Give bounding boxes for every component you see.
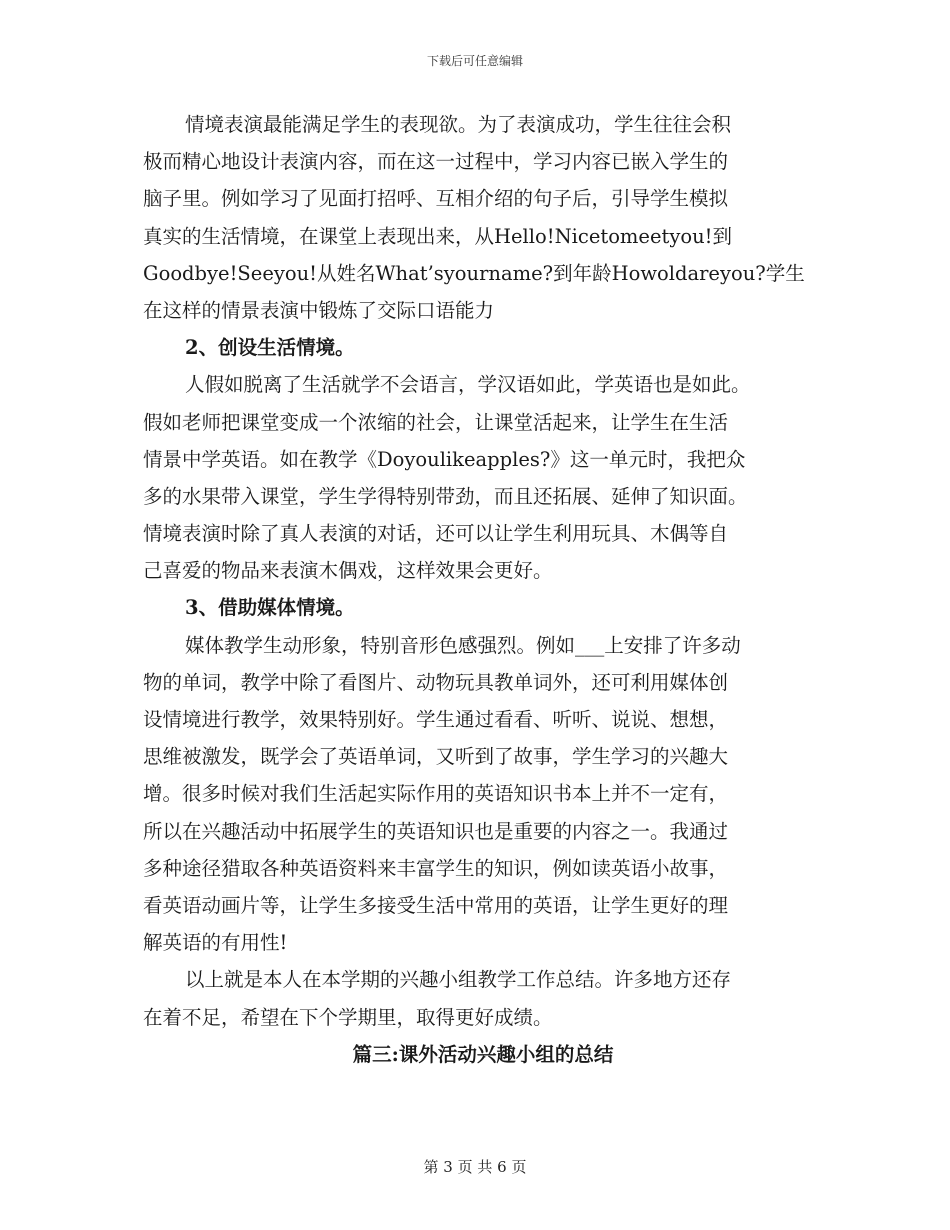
paragraph-line: 脑子里。例如学习了见面打招呼、互相介绍的句子后，引导学生模拟 [143,187,729,211]
paragraph-line: 情境表演最能满足学生的表现欲。为了表演成功，学生往往会积 [185,113,732,136]
paragraph-line: 以上就是本人在本学期的兴趣小组教学工作总结。许多地方还存 [185,968,732,992]
page-header: 下载后可任意编辑 [426,54,523,68]
paragraph-line: 思维被激发，既学会了英语单词，又听到了故事，学生学习的兴趣大 [143,745,729,769]
paragraph-line: 所以在兴趣活动中拓展学生的英语知识也是重要的内容之一。我通过 [143,819,729,843]
paragraph-line: Goodbye!Seeyou!从姓名What’syourname?到年龄Howoldareyou?学生 [143,261,805,285]
section-heading-2: 2、创设生活情境。 [185,336,355,360]
section-title: 篇三:课外活动兴趣小组的总结 [352,1042,614,1066]
section-heading-3: 3、借助媒体情境。 [185,596,355,620]
document-body [143,106,823,1073]
paragraph-line: 在着不足，希望在下个学期里，取得更好成绩。 [143,1005,553,1029]
paragraph-line: 真实的生活情境，在课堂上表现出来，从Hello!Nicetomeetyou!到 [143,224,732,248]
paragraph-line: 情境表演时除了真人表演的对话，还可以让学生利用玩具、木偶等自 [143,522,729,546]
paragraph-line: 情景中学英语。如在教学《Doyoulikeapples?》这一单元时，我把众 [143,447,746,471]
paragraph-line: 设情境进行教学，效果特别好。学生通过看看、听听、说说、想想， [143,708,729,731]
paragraph-line: 极而精心地设计表演内容，而在这一过程中，学习内容已嵌入学生的 [143,150,729,174]
paragraph-line: 己喜爱的物品来表演木偶戏，这样效果会更好。 [143,559,553,583]
paragraph-line: 解英语的有用性! [143,931,288,955]
paragraph-line: 在这样的情景表演中锻炼了交际口语能力 [143,298,495,322]
paragraph-line: 多的水果带入课堂，学生学得特别带劲，而且还拓展、延伸了知识面。 [143,484,748,508]
paragraph-line: 人假如脱离了生活就学不会语言，学汉语如此，学英语也是如此。 [185,373,751,397]
paragraph-line: 看英语动画片等，让学生多接受生活中常用的英语，让学生更好的理 [143,893,729,917]
paragraph-line: 媒体教学生动形象，特别音形色感强烈。例如___上安排了许多动 [185,633,741,657]
paragraph-line: 假如老师把课堂变成一个浓缩的社会，让课堂活起来，让学生在生活 [143,410,729,434]
paragraph-line: 物的单词，教学中除了看图片、动物玩具教单词外，还可利用媒体创 [143,670,729,694]
page-footer: 第 3 页 共 6 页 [423,1158,527,1176]
paragraph-line: 多种途径猎取各种英语资料来丰富学生的知识，例如读英语小故事， [143,856,729,880]
paragraph-line: 增。很多时候对我们生活起实际作用的英语知识书本上并不一定有， [143,782,729,806]
